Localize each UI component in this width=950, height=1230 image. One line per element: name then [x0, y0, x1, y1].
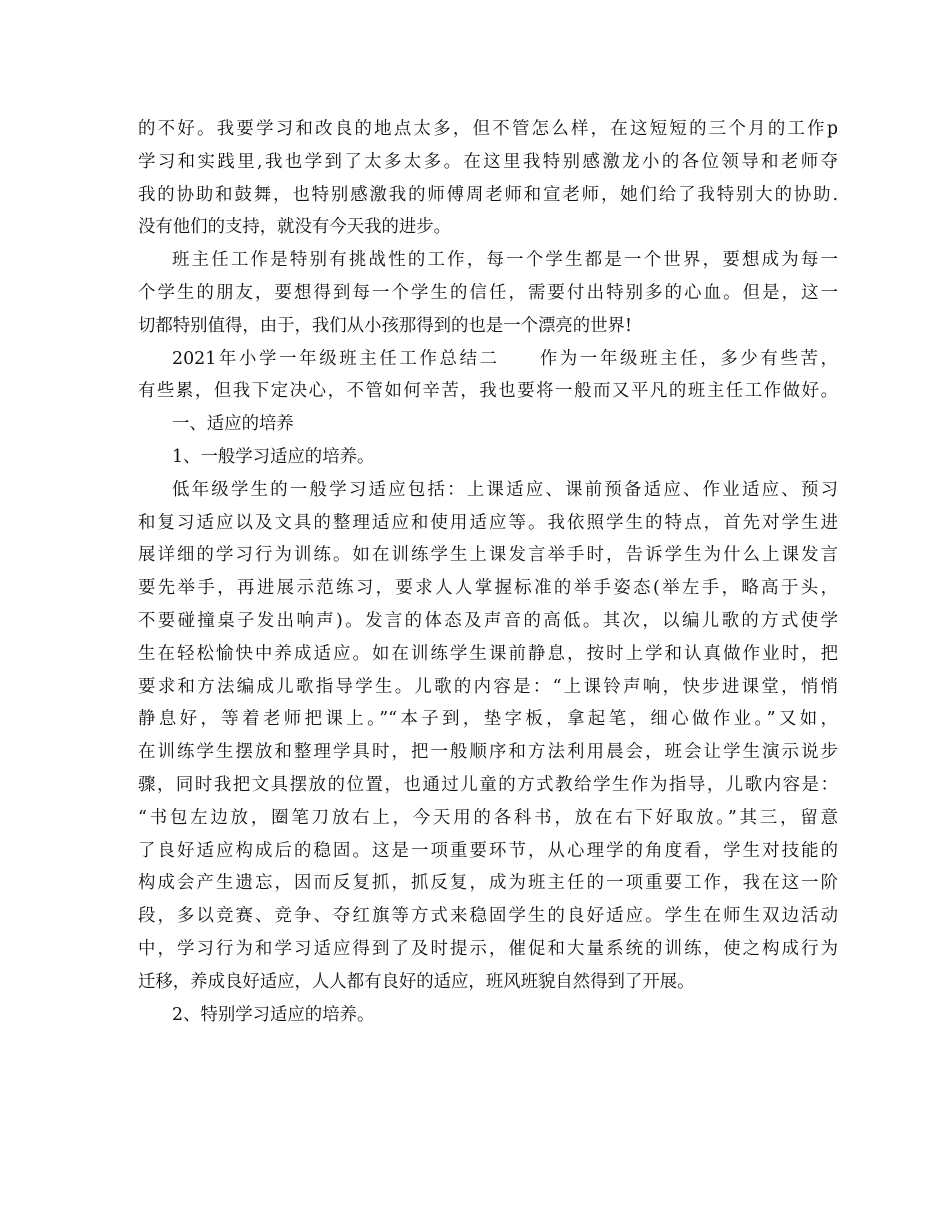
- text-line: 我的协助和鼓舞，也特别感激我的师傅周老师和宣老师，她们给了我特别大的协助.: [138, 184, 838, 205]
- text-line: 切都特别值得，由于，我们从小孩那得到的也是一个漂亮的世界!: [138, 315, 632, 336]
- text-line: 低年级学生的一般学习适应包括：上课适应、课前预备适应、作业适应、预习: [172, 479, 838, 500]
- text-line: “书包左边放，圈笔刀放右上，今天用的各科书，放在右下好取放。”其三，留意: [138, 807, 838, 828]
- text-line: 班主任工作是特别有挑战性的工作，每一个学生都是一个世界，要想成为每一: [172, 250, 838, 271]
- text-line: 个学生的朋友，要想得到每一个学生的信任，需要付出特别多的心血。但是，这一: [138, 282, 838, 303]
- text-line: 的不好。我要学习和改良的地点太多，但不管怎么样，在这短短的三个月的工作p: [138, 119, 838, 139]
- text-line: 迁移，养成良好适应，人人都有良好的适应，班风班貌自然得到了开展。: [138, 971, 695, 992]
- text-line: 不要碰撞桌子发出响声)。发言的体态及声音的高低。其次，以编儿歌的方式使学: [138, 610, 838, 631]
- text-line: 了良好适应构成后的稳固。这是一项重要环节，从心理学的角度看，学生对技能的: [138, 840, 838, 861]
- text-line: 生在轻松愉快中养成适应。如在训练学生课前静息，按时上学和认真做作业时，把: [138, 643, 838, 664]
- text-line: 展详细的学习行为训练。如在训练学生上课发言举手时，告诉学生为什么上课发言: [138, 545, 838, 566]
- text-line: 一、适应的培养: [172, 414, 294, 435]
- text-line: 中，学习行为和学习适应得到了及时提示，催促和大量系统的训练，使之构成行为: [138, 938, 838, 959]
- text-line: 没有他们的支持，就没有今天我的进步。: [138, 217, 452, 238]
- text-line: 要先举手，再进展示范练习，要求人人掌握标准的举手姿态(举左手，略高于头，: [138, 578, 838, 599]
- text-line: 学习和实践里,我也学到了太多太多。在这里我特别感激龙小的各位领导和老师夺: [138, 151, 838, 172]
- text-line: 和复习适应以及文具的整理适应和使用适应等。我依照学生的特点，首先对学生进: [138, 512, 838, 533]
- text-line: 有些累，但我下定决心，不管如何辛苦，我也要将一般而又平凡的班主任工作做好。: [138, 381, 838, 402]
- document-body: [138, 113, 838, 1031]
- text-line: 段，多以竞赛、竞争、夺红旗等方式来稳固学生的良好适应。学生在师生双边活动: [138, 906, 838, 927]
- text-line: 构成会产生遗忘，因而反复抓，抓反复，成为班主任的一项重要工作，我在这一阶: [138, 873, 838, 894]
- text-line: 2021年小学一年级班主任工作总结二 作为一年级班主任，多少有些苦，: [172, 348, 838, 369]
- text-line: 2、特别学习适应的培养。: [172, 1004, 375, 1025]
- text-line: 骤，同时我把文具摆放的位置，也通过儿童的方式教给学生作为指导，儿歌内容是：: [138, 774, 838, 795]
- text-line: 1、一般学习适应的培养。: [172, 446, 375, 467]
- text-line: 要求和方法编成儿歌指导学生。儿歌的内容是：“上课铃声响，快步进课堂，悄悄: [138, 676, 838, 697]
- text-line: 在训练学生摆放和整理学具时，把一般顺序和方法利用晨会，班会让学生演示说步: [138, 742, 838, 763]
- text-line: 静息好，等着老师把课上。”“本子到，垫字板，拿起笔，细心做作业。”又如，: [138, 709, 838, 730]
